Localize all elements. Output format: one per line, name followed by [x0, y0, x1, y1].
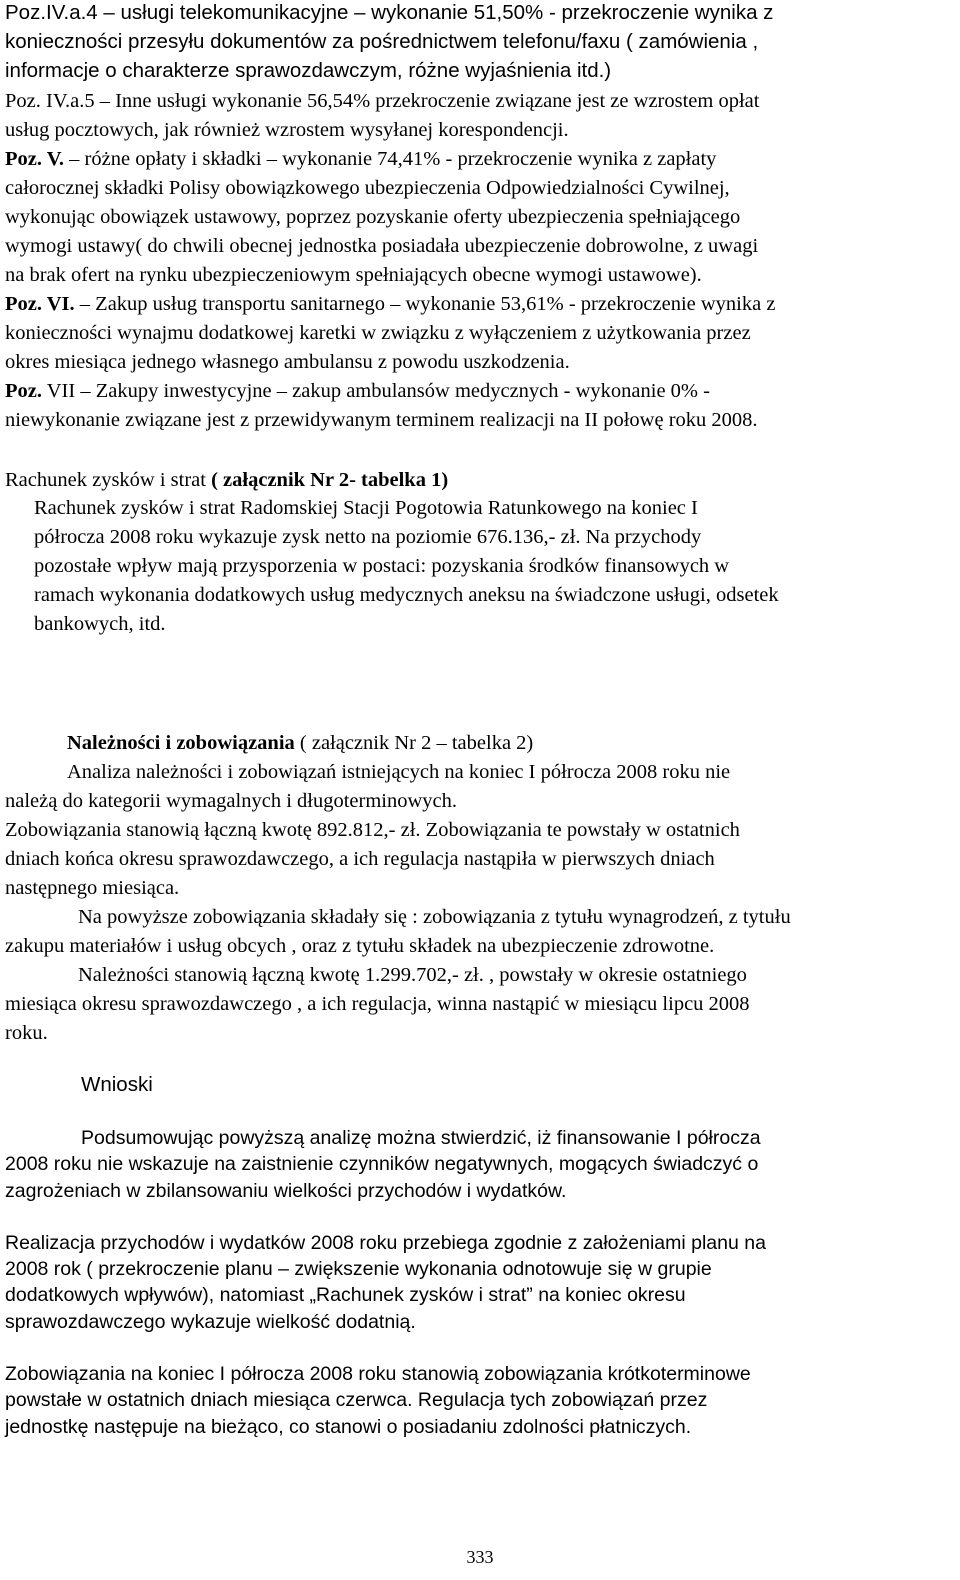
receivables-heading-plain: ( załącznik Nr 2 – tabelka 2) [294, 732, 534, 754]
conclusions-p2-line-1: Realizacja przychodów i wydatków 2008 roku przebiega zgodnie z założeniami planu na [5, 1232, 766, 1254]
profit-loss-line-4: ramach wykonania dodatkowych usług medycznych aneksu na świadczone usługi, odsetek [34, 584, 779, 606]
v-line-1 [5, 145, 716, 174]
page-number: 333 [466, 1547, 494, 1567]
vi-line-1 [5, 290, 775, 319]
profit-loss-heading-plain: Rachunek zysków i strat [5, 469, 212, 491]
vii-text: VII – Zakupy inwestycyjne – zakup ambulansów medycznych - wykonanie 0% - [42, 380, 710, 402]
iv-a4-line-3: informacje o charakterze sprawozdawczym, różne wyjaśnienia itd.) [5, 59, 612, 82]
iv-a5-line-1: Poz. IV.a.5 – Inne usługi wykonanie 56,54% przekroczenie związane jest ze wzrostem opłat [5, 90, 760, 112]
conclusions-p1-line-1: Podsumowując powyższą analizę można stwierdzić, iż finansowanie I półrocza [81, 1127, 761, 1149]
v-line-4: wymogi ustawy( do chwili obecnej jednostka posiadała ubezpieczenie dobrowolne, z uwagi [5, 235, 759, 257]
iv-a4-line-2: konieczności przesyłu dokumentów za pośrednictwem telefonu/faxu ( zamówienia , [5, 30, 759, 53]
receivables-line-10: roku. [5, 1022, 48, 1044]
vii-label: Poz. [5, 380, 42, 402]
iv-a4-line-1: Poz.IV.a.4 – usługi telekomunikacyjne – wykonanie 51,50% - przekroczenie wynika z [5, 1, 774, 24]
receivables-line-3: Zobowiązania stanowią łączną kwotę 892.812,- zł. Zobowiązania te powstały w ostatnich [5, 819, 740, 841]
receivables-line-2: należą do kategorii wymagalnych i długoterminowych. [5, 790, 458, 812]
conclusions-p3-line-1: Zobowiązania na koniec I półrocza 2008 roku stanowią zobowiązania krótkoterminowe [5, 1363, 751, 1385]
vi-text: – Zakup usług transportu sanitarnego – wykonanie 53,61% - przekroczenie wynika z [74, 293, 776, 315]
receivables-line-7: zakupu materiałów i usług obcych , oraz z tytułu składek na ubezpieczenie zdrowotne. [5, 935, 715, 957]
vi-line-3: okres miesiąca jednego własnego ambulansu z powodu uszkodzenia. [5, 351, 570, 373]
receivables-line-1: Analiza należności i zobowiązań istniejących na koniec I półrocza 2008 roku nie [67, 761, 731, 783]
profit-loss-line-2: półrocza 2008 roku wykazuje zysk netto na poziomie 676.136,- zł. Na przychody [34, 526, 702, 548]
profit-loss-line-3: pozostałe wpływ mają przysporzenia w postaci: pozyskania środków finansowych w [34, 555, 730, 577]
vii-line-2: niewykonanie związane jest z przewidywanym terminem realizacji na II połowę roku 2008. [5, 409, 758, 431]
profit-loss-heading-bold: ( załącznik Nr 2- tabelka 1) [211, 469, 449, 491]
v-label: Poz. V. [5, 148, 65, 170]
profit-loss-line-1: Rachunek zysków i strat Radomskiej Stacji Pogotowia Ratunkowego na koniec I [34, 497, 698, 519]
v-line-5: na brak ofert na rynku ubezpieczeniowym spełniających obecne wymogi ustawowe). [5, 264, 702, 286]
iv-a5-line-2: usług pocztowych, jak również wzrostem wysyłanej korespondencji. [5, 119, 569, 141]
vi-line-2: konieczności wynajmu dodatkowej karetki w związku z wyłączeniem z użytkowania przez [5, 322, 751, 344]
conclusions-p2-line-4: sprawozdawczego wykazuje wielkość dodatnią. [5, 1311, 416, 1333]
v-line-2: całorocznej składki Polisy obowiązkowego ubezpieczenia Odpowiedzialności Cywilnej, [5, 177, 730, 199]
v-text: – różne opłaty i składki – wykonanie 74,41% - przekroczenie wynika z zapłaty [64, 148, 717, 170]
receivables-heading [67, 729, 533, 758]
conclusions-p2-line-3: dodatkowych wpływów), natomiast „Rachunek zysków i strat” na koniec okresu [5, 1284, 686, 1306]
receivables-line-5: następnego miesiąca. [5, 877, 180, 899]
conclusions-p1-line-3: zagrożeniach w zbilansowaniu wielkości przychodów i wydatków. [5, 1180, 567, 1202]
receivables-heading-bold: Należności i zobowiązania [67, 732, 295, 754]
receivables-line-6: Na powyższe zobowiązania składały się : zobowiązania z tytułu wynagrodzeń, z tytułu [78, 906, 791, 928]
conclusions-p3-line-3: jednostkę następuje na bieżąco, co stanowi o posiadaniu zdolności płatniczych. [5, 1416, 692, 1438]
receivables-line-9: miesiąca okresu sprawozdawczego , a ich regulacja, winna nastąpić w miesiącu lipcu 2008 [5, 993, 750, 1015]
vi-label: Poz. VI. [5, 293, 75, 315]
receivables-line-8: Należności stanowią łączną kwotę 1.299.702,- zł. , powstały w okresie ostatniego [78, 964, 747, 986]
profit-loss-line-5: bankowych, itd. [34, 613, 166, 635]
receivables-line-4: dniach końca okresu sprawozdawczego, a ich regulacja nastąpiła w pierwszych dniach [5, 848, 715, 870]
vii-line-1 [5, 377, 710, 406]
conclusions-p3-line-2: powstałe w ostatnich dniach miesiąca czerwca. Regulacja tych zobowiązań przez [5, 1389, 708, 1411]
v-line-3: wykonując obowiązek ustawowy, poprzez pozyskanie oferty ubezpieczenia spełniającego [5, 206, 741, 228]
conclusions-heading: Wnioski [81, 1073, 153, 1096]
conclusions-p1-line-2: 2008 roku nie wskazuje na zaistnienie czynników negatywnych, mogących świadczyć o [5, 1153, 759, 1175]
conclusions-p2-line-2: 2008 rok ( przekroczenie planu – zwiększenie wykonania odnotowuje się w grupie [5, 1258, 712, 1280]
profit-loss-heading [5, 466, 448, 495]
